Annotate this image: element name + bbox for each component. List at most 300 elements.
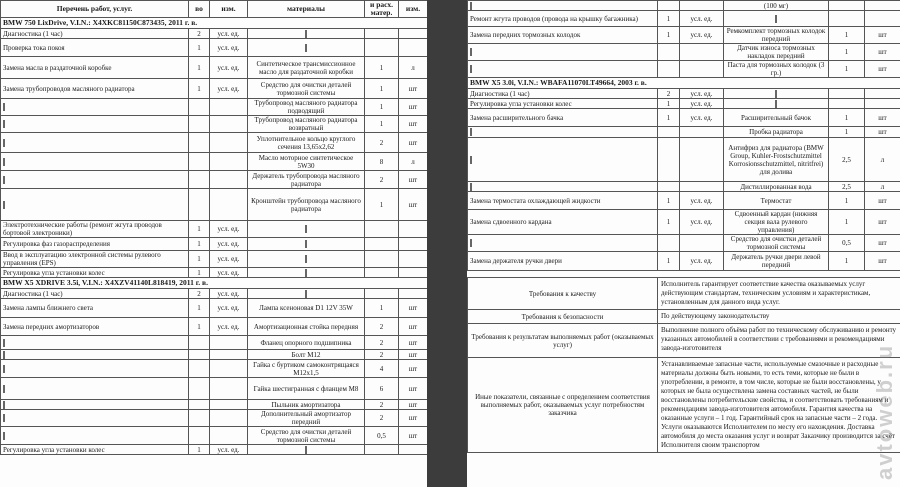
material-unit-cell: шт bbox=[399, 427, 428, 445]
material-name-cell: Держатель ручки двери левой передний bbox=[724, 252, 829, 271]
service-unit-cell: усл. ед. bbox=[210, 39, 248, 57]
service-qty-cell bbox=[658, 61, 680, 78]
service-qty-cell: 1 bbox=[189, 251, 210, 268]
service-qty-cell: 1 bbox=[658, 210, 680, 235]
continuation-marker bbox=[3, 385, 5, 393]
material-name-cell: (100 мг) bbox=[724, 1, 829, 11]
material-unit-cell bbox=[399, 445, 428, 455]
material-unit-cell: шт bbox=[865, 127, 900, 138]
service-qty-cell: 1 bbox=[658, 99, 680, 109]
service-unit-cell bbox=[680, 182, 724, 192]
service-name-cell: Ввод в эксплуатацию электронной системы рулевого управления (EPS) bbox=[1, 251, 189, 268]
service-unit-cell: усл. ед. bbox=[680, 192, 724, 210]
material-name-cell bbox=[724, 11, 829, 27]
requirement-row bbox=[468, 310, 900, 324]
material-unit-cell bbox=[399, 221, 428, 238]
service-qty-cell bbox=[189, 427, 210, 445]
continuation-marker bbox=[305, 44, 307, 52]
service-qty-cell bbox=[658, 138, 680, 182]
material-qty-cell: 0,5 bbox=[829, 235, 865, 252]
service-qty-cell: 1 bbox=[189, 39, 210, 57]
service-name-cell: Диагностика (1 час) bbox=[1, 29, 189, 39]
material-name-cell: Трубопровод масляного радиатора возвратный bbox=[248, 116, 365, 133]
service-qty-cell: 1 bbox=[658, 192, 680, 210]
table-row bbox=[1, 133, 428, 153]
continuation-marker bbox=[470, 65, 472, 73]
material-unit-cell: шт bbox=[399, 318, 428, 336]
continuation-marker bbox=[775, 100, 777, 108]
service-name-cell bbox=[468, 138, 658, 182]
col-unit-header: изм. bbox=[210, 1, 248, 18]
continuation-marker bbox=[470, 156, 472, 164]
service-qty-cell: 1 bbox=[658, 252, 680, 271]
service-unit-cell bbox=[680, 127, 724, 138]
material-qty-cell: 2,5 bbox=[829, 138, 865, 182]
material-name-cell: Датчик износа тормозных накладок передний bbox=[724, 44, 829, 61]
service-name-cell: Электротехнические работы (ремонт жгута проводов бортовой электроники) bbox=[1, 221, 189, 238]
service-unit-cell: усл. ед. bbox=[210, 251, 248, 268]
table-row bbox=[1, 350, 428, 360]
material-qty-cell: 1 bbox=[829, 109, 865, 127]
material-qty-cell bbox=[829, 11, 865, 27]
service-name-cell: Диагностика (1 час) bbox=[468, 89, 658, 99]
service-unit-cell bbox=[210, 360, 248, 378]
material-unit-cell bbox=[865, 1, 900, 11]
vehicle-rows bbox=[1, 29, 428, 278]
material-name-cell: Синтетическое трансмиссионное масло для раздаточной коробки bbox=[248, 57, 365, 79]
table-row bbox=[1, 99, 428, 116]
vehicle-title: BMW X5 XDRIVE 3.5i, V.I.N.: X4XZV41140L818419, 2011 г. в. bbox=[1, 278, 428, 289]
service-unit-cell: усл. ед. bbox=[210, 299, 248, 318]
material-unit-cell: шт bbox=[399, 116, 428, 133]
material-unit-cell bbox=[865, 99, 900, 109]
table-row bbox=[468, 210, 900, 235]
continuation-marker bbox=[3, 176, 5, 184]
material-unit-cell: шт bbox=[399, 171, 428, 189]
continuation-marker bbox=[305, 240, 307, 248]
service-qty-cell: 1 bbox=[189, 318, 210, 336]
table-row bbox=[468, 44, 900, 61]
material-qty-cell: 1 bbox=[829, 252, 865, 271]
service-qty-cell bbox=[189, 400, 210, 410]
material-unit-cell: л bbox=[865, 182, 900, 192]
service-unit-cell bbox=[210, 410, 248, 427]
table-row bbox=[1, 116, 428, 133]
table-row bbox=[1, 289, 428, 299]
requirement-row bbox=[468, 324, 900, 358]
service-name-cell: Замена трубопроводов масляного радиатора bbox=[1, 79, 189, 99]
service-unit-cell: усл. ед. bbox=[210, 79, 248, 99]
material-name-cell: Средство для очистки деталей тормозной системы bbox=[248, 79, 365, 99]
table-row bbox=[468, 138, 900, 182]
col-material-qty-header: и расх. матер. bbox=[365, 1, 399, 18]
material-qty-cell bbox=[829, 99, 865, 109]
table-row bbox=[1, 29, 428, 39]
material-qty-cell: 2 bbox=[365, 350, 399, 360]
material-unit-cell: шт bbox=[399, 350, 428, 360]
material-name-cell: Паста для тормозных колодок (3 гр.) bbox=[724, 61, 829, 78]
material-unit-cell bbox=[399, 251, 428, 268]
continuation-marker bbox=[470, 239, 472, 247]
service-qty-cell bbox=[189, 133, 210, 153]
material-unit-cell: л bbox=[399, 153, 428, 171]
col-name-header: Перечень работ, услуг. bbox=[1, 1, 189, 18]
services-table-right bbox=[467, 0, 900, 271]
service-qty-cell bbox=[658, 127, 680, 138]
material-name-cell: Пробка радиатора bbox=[724, 127, 829, 138]
table-row bbox=[1, 153, 428, 171]
material-name-cell bbox=[248, 251, 365, 268]
table-row bbox=[1, 268, 428, 278]
service-name-cell: Проверка тока покоя bbox=[1, 39, 189, 57]
table-row bbox=[1, 79, 428, 99]
material-name-cell: Фланец опорного подшипника bbox=[248, 336, 365, 350]
material-qty-cell: 1 bbox=[365, 189, 399, 221]
service-name-cell bbox=[1, 336, 189, 350]
material-unit-cell: шт bbox=[399, 79, 428, 99]
material-qty-cell: 1 bbox=[829, 192, 865, 210]
continuation-marker bbox=[3, 139, 5, 147]
continuation-marker bbox=[3, 432, 5, 440]
service-qty-cell bbox=[189, 350, 210, 360]
table-row bbox=[1, 189, 428, 221]
vehicle-section-header bbox=[1, 18, 428, 29]
service-unit-cell: усл. ед. bbox=[210, 289, 248, 299]
service-unit-cell bbox=[210, 133, 248, 153]
material-unit-cell bbox=[399, 268, 428, 278]
continuation-marker bbox=[775, 15, 777, 23]
service-name-cell: Регулировка фаз газораспределения bbox=[1, 238, 189, 251]
service-unit-cell bbox=[210, 116, 248, 133]
service-qty-cell bbox=[189, 171, 210, 189]
table-row bbox=[468, 182, 900, 192]
continuation-marker bbox=[305, 255, 307, 263]
continuation-marker bbox=[305, 30, 307, 38]
material-qty-cell bbox=[365, 39, 399, 57]
material-unit-cell bbox=[865, 11, 900, 27]
service-qty-cell: 1 bbox=[658, 109, 680, 127]
continuation-marker bbox=[3, 201, 5, 209]
service-unit-cell: усл. ед. bbox=[210, 238, 248, 251]
material-name-cell: Масло моторное синтетическое 5W30 bbox=[248, 153, 365, 171]
material-name-cell: Дополнительный амортизатор передний bbox=[248, 410, 365, 427]
service-name-cell: Регулировка угла установки колес bbox=[468, 99, 658, 109]
service-name-cell: Замена передних тормозных колодок bbox=[468, 27, 658, 44]
material-qty-cell: 1 bbox=[829, 210, 865, 235]
material-unit-cell: л bbox=[399, 57, 428, 79]
service-qty-cell: 1 bbox=[189, 57, 210, 79]
table-row bbox=[1, 299, 428, 318]
requirement-text: Выполнение полного объёма работ по техническому обслуживанию и ремонту указанных автомобилей в соответствии с требованиями и рекомендациями завода-изготовителя bbox=[658, 324, 900, 358]
material-name-cell: Трубопровод масляного радиатора подводящий bbox=[248, 99, 365, 116]
requirements-table bbox=[467, 277, 900, 453]
service-name-cell bbox=[1, 350, 189, 360]
table-row bbox=[468, 11, 900, 27]
material-unit-cell: шт bbox=[865, 210, 900, 235]
material-unit-cell: шт bbox=[865, 61, 900, 78]
service-unit-cell: усл. ед. bbox=[680, 11, 724, 27]
material-name-cell bbox=[248, 445, 365, 455]
material-name-cell: Средство для очистки деталей тормозной системы bbox=[724, 235, 829, 252]
material-unit-cell: шт bbox=[399, 400, 428, 410]
service-unit-cell bbox=[210, 153, 248, 171]
service-qty-cell bbox=[658, 1, 680, 11]
material-unit-cell: шт bbox=[399, 189, 428, 221]
service-name-cell bbox=[1, 99, 189, 116]
service-qty-cell: 1 bbox=[189, 238, 210, 251]
material-unit-cell: шт bbox=[865, 44, 900, 61]
service-qty-cell: 1 bbox=[189, 79, 210, 99]
material-qty-cell: 2 bbox=[365, 133, 399, 153]
material-unit-cell bbox=[399, 289, 428, 299]
table-row bbox=[1, 410, 428, 427]
service-name-cell bbox=[1, 427, 189, 445]
material-unit-cell bbox=[865, 89, 900, 99]
material-name-cell: Средство для очистки деталей тормозной системы bbox=[248, 427, 365, 445]
continuation-marker bbox=[470, 183, 472, 191]
col-qty-header: во bbox=[189, 1, 210, 18]
material-name-cell: Лампа ксеноновая D1 12V 35W bbox=[248, 299, 365, 318]
service-unit-cell: усл. ед. bbox=[680, 109, 724, 127]
continuation-marker bbox=[3, 158, 5, 166]
service-name-cell bbox=[1, 400, 189, 410]
table-row bbox=[1, 336, 428, 350]
service-qty-cell: 1 bbox=[658, 27, 680, 44]
material-unit-cell bbox=[399, 238, 428, 251]
continuation-marker bbox=[3, 120, 5, 128]
service-unit-cell: усл. ед. bbox=[680, 99, 724, 109]
material-qty-cell: 1 bbox=[829, 127, 865, 138]
table-row bbox=[468, 127, 900, 138]
material-unit-cell: л bbox=[865, 138, 900, 182]
table-row bbox=[1, 251, 428, 268]
material-unit-cell bbox=[399, 39, 428, 57]
material-unit-cell: шт bbox=[399, 99, 428, 116]
service-name-cell: Замена сдвоенного кардана bbox=[468, 210, 658, 235]
table-row bbox=[1, 318, 428, 336]
continuation-marker bbox=[470, 48, 472, 56]
table-row bbox=[468, 192, 900, 210]
material-unit-cell: шт bbox=[399, 410, 428, 427]
service-unit-cell bbox=[680, 235, 724, 252]
service-unit-cell bbox=[210, 189, 248, 221]
vehicle-rows bbox=[468, 89, 900, 271]
material-unit-cell: шт bbox=[865, 27, 900, 44]
service-unit-cell bbox=[680, 61, 724, 78]
continuation-marker bbox=[305, 269, 307, 277]
material-name-cell: Дистиллированная вода bbox=[724, 182, 829, 192]
service-qty-cell bbox=[189, 360, 210, 378]
continuation-marker bbox=[305, 225, 307, 233]
vehicle-title: BMW 750 LixDrive, V.I.N.: X4XKC81150C873435, 2011 г. в. bbox=[1, 18, 428, 29]
continuation-marker bbox=[3, 339, 5, 347]
material-name-cell: Держатель трубопровода масляного радиатора bbox=[248, 171, 365, 189]
service-name-cell bbox=[1, 171, 189, 189]
table-row bbox=[468, 99, 900, 109]
vehicle-rows bbox=[1, 289, 428, 455]
requirement-label: Требования к результатам выполняемых работ (оказываемых услуг) bbox=[468, 324, 658, 358]
document-page-right bbox=[467, 0, 900, 487]
material-name-cell bbox=[724, 89, 829, 99]
material-qty-cell: 2,5 bbox=[829, 182, 865, 192]
table-row bbox=[468, 89, 900, 99]
material-name-cell bbox=[248, 39, 365, 57]
vehicle-section-header bbox=[1, 278, 428, 289]
service-qty-cell bbox=[189, 336, 210, 350]
service-unit-cell bbox=[210, 400, 248, 410]
material-name-cell bbox=[724, 99, 829, 109]
requirement-label: Иные показатели, связанные с определением соответствия выполняемых работ, оказываемых услуг потребностям заказчика bbox=[468, 358, 658, 453]
service-name-cell: Замена расширительного бачка bbox=[468, 109, 658, 127]
table-row bbox=[1, 39, 428, 57]
service-name-cell: Регулировка угла установки колес bbox=[1, 268, 189, 278]
material-qty-cell: 6 bbox=[365, 378, 399, 400]
service-unit-cell: усл. ед. bbox=[210, 445, 248, 455]
material-qty-cell: 2 bbox=[365, 336, 399, 350]
service-name-cell bbox=[468, 61, 658, 78]
service-name-cell: Диагностика (1 час) bbox=[1, 289, 189, 299]
service-name-cell: Ремонт жгута проводов (провода на крышку багажника) bbox=[468, 11, 658, 27]
table-row bbox=[468, 61, 900, 78]
table-row bbox=[468, 1, 900, 11]
service-unit-cell bbox=[210, 350, 248, 360]
material-unit-cell: шт bbox=[865, 192, 900, 210]
material-name-cell bbox=[248, 29, 365, 39]
service-unit-cell: усл. ед. bbox=[210, 318, 248, 336]
service-qty-cell: 1 bbox=[189, 299, 210, 318]
table-row bbox=[1, 445, 428, 455]
requirement-label: Требования к безопасности bbox=[468, 310, 658, 324]
col-material-unit-header: изм. bbox=[399, 1, 428, 18]
vehicle-rows bbox=[468, 1, 900, 78]
service-name-cell bbox=[1, 133, 189, 153]
material-name-cell: Пыльник амортизатора bbox=[248, 400, 365, 410]
service-unit-cell: усл. ед. bbox=[680, 27, 724, 44]
service-name-cell: Замена масла в раздаточной коробке bbox=[1, 57, 189, 79]
material-name-cell: Антифриз для радиатора (BMW Group, Kuhler-Frostschutzmittel Korrosionsschutzmittel, nitritfrei) для долива bbox=[724, 138, 829, 182]
continuation-marker bbox=[470, 128, 472, 136]
continuation-marker bbox=[305, 290, 307, 298]
service-unit-cell: усл. ед. bbox=[680, 210, 724, 235]
material-qty-cell bbox=[365, 221, 399, 238]
col-material-header: материалы bbox=[248, 1, 365, 18]
service-qty-cell: 2 bbox=[189, 29, 210, 39]
material-name-cell: Термостат bbox=[724, 192, 829, 210]
material-unit-cell: шт bbox=[399, 336, 428, 350]
service-unit-cell bbox=[680, 44, 724, 61]
continuation-marker bbox=[305, 446, 307, 454]
material-qty-cell bbox=[829, 1, 865, 11]
material-name-cell: Болт M12 bbox=[248, 350, 365, 360]
requirement-row bbox=[468, 358, 900, 453]
service-qty-cell: 2 bbox=[658, 89, 680, 99]
continuation-marker bbox=[470, 2, 472, 10]
service-qty-cell bbox=[189, 153, 210, 171]
material-name-cell: Сдвоенный кардан (нижняя секция вала рулевого управления) bbox=[724, 210, 829, 235]
service-unit-cell: усл. ед. bbox=[210, 268, 248, 278]
material-qty-cell: 1 bbox=[829, 27, 865, 44]
service-qty-cell: 1 bbox=[658, 11, 680, 27]
service-unit-cell bbox=[210, 171, 248, 189]
service-unit-cell bbox=[680, 1, 724, 11]
material-unit-cell: шт bbox=[399, 378, 428, 400]
table-row bbox=[1, 171, 428, 189]
table-row bbox=[1, 427, 428, 445]
service-unit-cell: усл. ед. bbox=[210, 29, 248, 39]
material-name-cell: Гайка шестигранная с фланцем M8 bbox=[248, 378, 365, 400]
service-name-cell: Регулировка угла установки колес bbox=[1, 445, 189, 455]
service-unit-cell bbox=[210, 99, 248, 116]
material-name-cell: Амортизационная стойка передняя bbox=[248, 318, 365, 336]
material-name-cell bbox=[248, 238, 365, 251]
service-unit-cell: усл. ед. bbox=[680, 252, 724, 271]
material-qty-cell: 2 bbox=[365, 318, 399, 336]
material-qty-cell bbox=[829, 89, 865, 99]
service-unit-cell: усл. ед. bbox=[210, 221, 248, 238]
service-unit-cell bbox=[210, 336, 248, 350]
service-name-cell bbox=[1, 189, 189, 221]
service-qty-cell bbox=[658, 44, 680, 61]
requirement-text: Устанавливаемые запасные части, используемые смазочные и расходные материалы должны быть новыми, то есть теми, которые не были в употреблении, в ремонте, в том числе, которые не были восстановлены, у которых не была осуществлена замена составных частей, не были восстановлены потребительские свойства, и соответствовать требованиям и рекомендациям завода-изготовителя автомобиля. Гарантия качества на оказанные услуги – 1 год. Гарантийный срок на запасные части – 2 года. Услуги оказываются Исполнителем по месту его нахождения. Доставка автомобиля до места оказания услуг и возврат Заказчику производится за счёт Исполнителя своим транспортом bbox=[658, 358, 900, 453]
material-qty-cell: 2 bbox=[365, 171, 399, 189]
continuation-marker bbox=[3, 365, 5, 373]
material-qty-cell: 4 bbox=[365, 360, 399, 378]
material-name-cell: Расширительный бачок bbox=[724, 109, 829, 127]
material-unit-cell: шт bbox=[399, 360, 428, 378]
service-name-cell bbox=[1, 410, 189, 427]
requirements-rows bbox=[468, 278, 900, 453]
material-qty-cell bbox=[365, 238, 399, 251]
requirement-text: По действующему законодательству bbox=[658, 310, 900, 324]
continuation-marker bbox=[3, 103, 5, 111]
service-qty-cell bbox=[189, 116, 210, 133]
service-name-cell bbox=[468, 235, 658, 252]
service-qty-cell bbox=[658, 182, 680, 192]
material-qty-cell bbox=[365, 268, 399, 278]
material-qty-cell bbox=[365, 445, 399, 455]
service-name-cell: Замена передних амортизаторов bbox=[1, 318, 189, 336]
service-qty-cell bbox=[189, 99, 210, 116]
requirement-label: Требования к качеству bbox=[468, 278, 658, 310]
material-qty-cell: 1 bbox=[365, 116, 399, 133]
vehicle-title: BMW X5 3.0i, V.I.N.: WBAFA11070LT49664, 2003 г. в. bbox=[468, 78, 900, 89]
material-unit-cell: шт bbox=[865, 109, 900, 127]
service-qty-cell bbox=[658, 235, 680, 252]
service-qty-cell bbox=[189, 410, 210, 427]
service-unit-cell: усл. ед. bbox=[210, 57, 248, 79]
table-row bbox=[1, 221, 428, 238]
service-name-cell bbox=[468, 182, 658, 192]
material-qty-cell: 8 bbox=[365, 153, 399, 171]
material-name-cell: Ремкомплект тормозных колодок передний bbox=[724, 27, 829, 44]
material-qty-cell: 1 bbox=[365, 79, 399, 99]
material-unit-cell: шт bbox=[865, 235, 900, 252]
continuation-marker bbox=[3, 351, 5, 359]
material-unit-cell: шт bbox=[865, 252, 900, 271]
service-unit-cell bbox=[210, 378, 248, 400]
table-row bbox=[1, 238, 428, 251]
material-qty-cell: 1 bbox=[365, 299, 399, 318]
material-qty-cell: 1 bbox=[365, 99, 399, 116]
continuation-marker bbox=[775, 90, 777, 98]
service-name-cell bbox=[1, 360, 189, 378]
material-qty-cell bbox=[365, 289, 399, 299]
requirement-text: Исполнитель гарантирует соответствие качества оказываемых услуг действующим стандартам, техническим условиям и характеристикам, установленным для данного вида услуг. bbox=[658, 278, 900, 310]
material-qty-cell: 0,5 bbox=[365, 427, 399, 445]
material-qty-cell bbox=[365, 29, 399, 39]
material-name-cell bbox=[248, 221, 365, 238]
table-header bbox=[1, 1, 428, 18]
